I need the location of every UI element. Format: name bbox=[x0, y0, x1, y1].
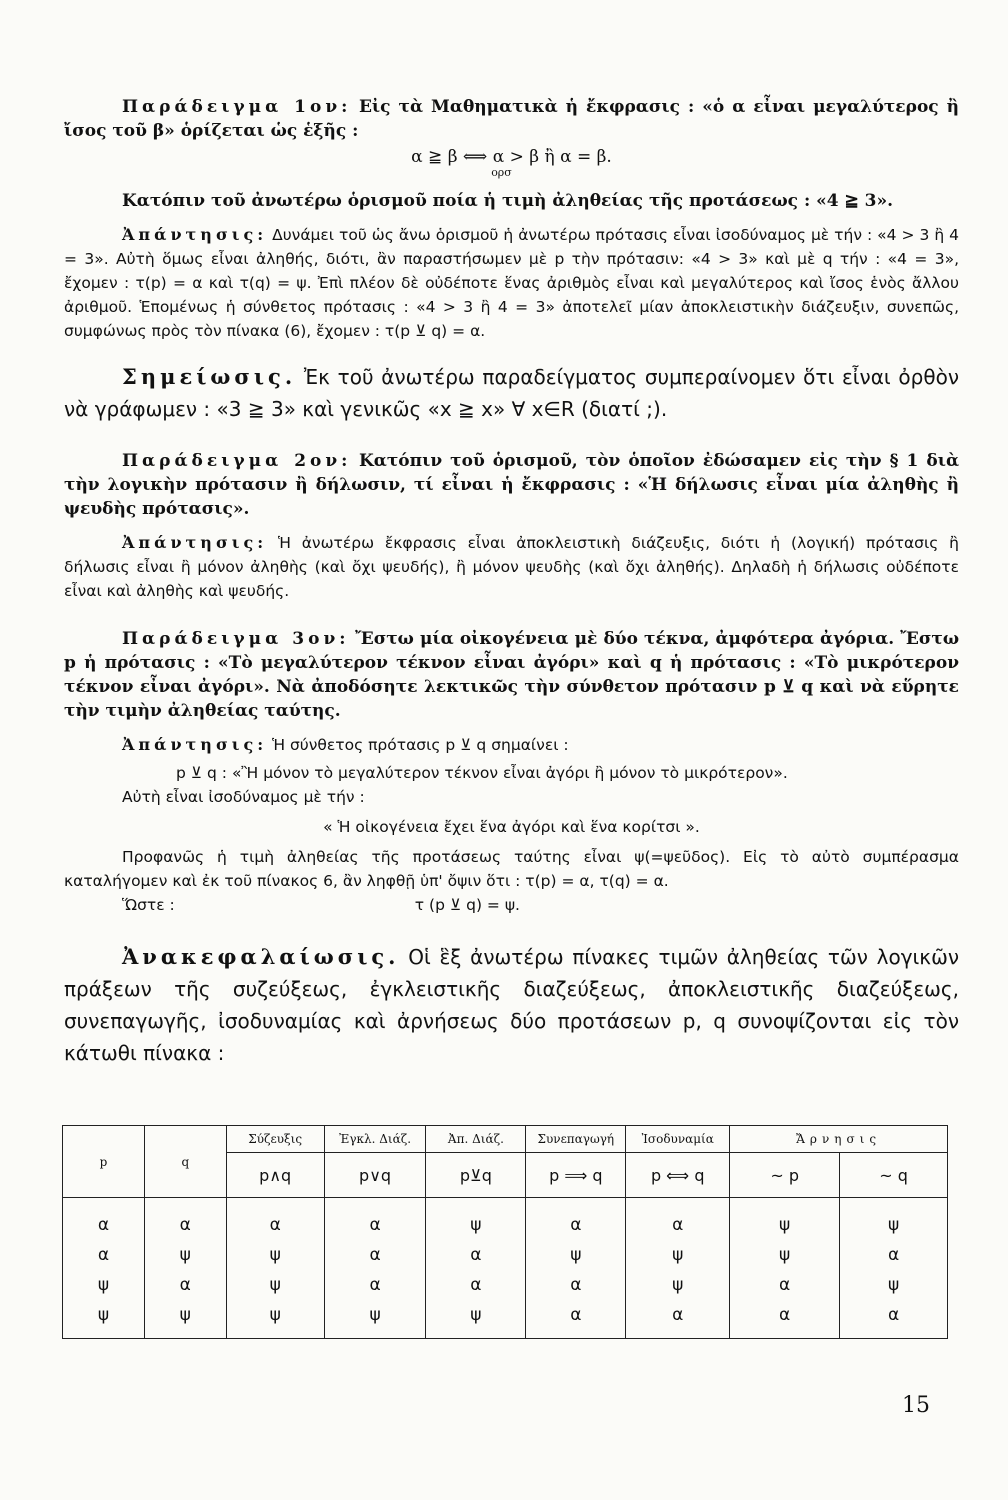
table-cell: α bbox=[730, 1300, 840, 1339]
example-3-answer-4: « Ἡ οἰκογένεια ἔχει ἕνα ἀγόρι καὶ ἕνα κορίτσι ». bbox=[323, 818, 700, 836]
table-cell: ψ bbox=[840, 1198, 948, 1241]
formula-subscript: ορσ bbox=[491, 166, 512, 179]
example-3-answer-5: Προφανῶς ἡ τιμὴ ἀληθείας τῆς προτάσεως ταύτης εἶναι ψ(=ψεῦδος). Εἰς τὸ αὐτὸ συμπέρασμα καταλήγομεν καὶ ἐκ τοῦ πίνακος 6, ἂν ληφθῇ ὑπ' ὄψιν ὅτι : τ(p) = α, τ(q) = α. bbox=[64, 848, 959, 890]
note bbox=[64, 361, 959, 425]
table-cell: α bbox=[526, 1270, 626, 1300]
example-3-answer-2: p ⊻ q : «Ἢ μόνον τὸ μεγαλύτερον τέκνον εἶναι ἀγόρι ἢ μόνον τὸ μικρότερον». bbox=[176, 764, 788, 782]
table-cell: ψ bbox=[626, 1240, 730, 1270]
answer-6b: τ (p ⊻ q) = ψ. bbox=[414, 896, 520, 914]
op-or: p∨q bbox=[324, 1153, 426, 1198]
example-2-answer bbox=[64, 531, 959, 603]
answer-label: Ἀπάντησις: bbox=[122, 225, 268, 244]
example-1 bbox=[64, 95, 959, 143]
table-row bbox=[63, 1198, 948, 1241]
table-cell: ψ bbox=[324, 1300, 426, 1339]
example-3-answer-1 bbox=[64, 733, 959, 757]
table-cell: α bbox=[324, 1198, 426, 1241]
table-cell: α bbox=[63, 1198, 145, 1241]
example-3-text: Ἔστω μία οἰκογένεια μὲ δύο τέκνα, ἀμφότερα ἀγόρια. Ἔστω p ἡ πρότασις : «Τὸ μεγαλύτερον τέκνον εἶναι ἀγόρι» καὶ q ἡ πρότασις : «Τὸ μικρότερον τέκνον εἶναι ἀγόρι». Νὰ ἀποδόσητε λεκτικῶς τὴν σύνθετον πρότασιν p ⊻ q καὶ νὰ εὕρητε τὴν τιμὴν ἀληθείας ταύτης. bbox=[64, 629, 960, 721]
op-iff: p ⟺ q bbox=[626, 1153, 730, 1198]
op-and: p∧q bbox=[226, 1153, 324, 1198]
table-cell: ψ bbox=[63, 1300, 145, 1339]
truth-table bbox=[62, 1125, 948, 1339]
example-2 bbox=[64, 449, 959, 521]
example-1-answer bbox=[64, 223, 959, 343]
example-3 bbox=[64, 627, 959, 723]
table-cell: α bbox=[324, 1270, 426, 1300]
table-cell: α bbox=[626, 1198, 730, 1241]
op-xor: p⊻q bbox=[426, 1153, 526, 1198]
table-cell: α bbox=[840, 1300, 948, 1339]
example-1-label: Παράδειγμα 1ον: bbox=[122, 97, 352, 117]
table-cell: ψ bbox=[144, 1240, 226, 1270]
table-cell: α bbox=[840, 1240, 948, 1270]
col-p-header: p bbox=[63, 1126, 145, 1198]
table-cell: ψ bbox=[626, 1270, 730, 1300]
summary-text: Οἱ ἓξ ἀνωτέρω πίνακες τιμῶν ἀληθείας τῶν λογικῶν πράξεων τῆς συζεύξεως, ἐγκλειστικῆς διαζεύξεως, ἀποκλειστικῆς διαζεύξεως, συνεπαγωγῆς, ἰσοδυναμίας καὶ ἀρνήσεως δύο προτάσεων p, q συνοψίζονται εἰς τὸν κάτωθι πίνακα : bbox=[64, 945, 960, 1065]
table-row bbox=[63, 1240, 948, 1270]
group-negation: Ἄρνησις bbox=[730, 1126, 948, 1153]
op-not-q: ~ q bbox=[840, 1153, 948, 1198]
example-3-answer-3: Αὐτὴ εἶναι ἰσοδύναμος μὲ τήν : bbox=[122, 788, 365, 806]
table-cell: α bbox=[626, 1300, 730, 1339]
table-cell: α bbox=[324, 1240, 426, 1270]
group-implication: Συνεπαγωγή bbox=[526, 1126, 626, 1153]
answer-text: Δυνάμει τοῦ ὡς ἄνω ὁρισμοῦ ἡ ἀνωτέρω πρότασις εἶναι ἰσοδύναμος μὲ τήν : «4 > 3 ἢ 4 = 3». Αὐτὴ ὅμως εἶναι ἀληθής, διότι, ἂν παραστήσωμεν μὲ p τὴν πρότασιν: «4 > 3» καὶ μὲ q τήν : «4 = 3», ἔχομεν : τ(p) = α καὶ τ(q) = ψ. Ἐπὶ πλέον δὲ οὐδέποτε ἕνας ἀριθμὸς εἶναι καὶ μεγαλύτερος καὶ ἴσος ἑνὸς ἄλλου ἀριθμοῦ. Ἑπομένως ἡ σύνθετος πρότασις : «4 > 3 ἢ 4 = 3» ἀποτελεῖ μίαν ἀποκλειστικὴν διάζευξιν, συνεπῶς, συμφώνως πρὸς τὸν πίνακα (6), ἔχομεν : τ(p ⊻ q) = α. bbox=[64, 226, 959, 340]
table-cell: ψ bbox=[63, 1270, 145, 1300]
answer-label: Ἀπάντησις: bbox=[122, 533, 268, 552]
table-cell: ψ bbox=[426, 1300, 526, 1339]
table-cell: α bbox=[144, 1270, 226, 1300]
table-cell: ψ bbox=[226, 1270, 324, 1300]
group-conjunction: Σύζευξις bbox=[226, 1126, 324, 1153]
table-cell: α bbox=[63, 1240, 145, 1270]
group-inclusive-disjunction: Ἐγκλ. Διάζ. bbox=[324, 1126, 426, 1153]
group-equivalence: Ἰσοδυναμία bbox=[626, 1126, 730, 1153]
table-row bbox=[63, 1270, 948, 1300]
table-cell: ψ bbox=[526, 1240, 626, 1270]
table-cell: α bbox=[730, 1270, 840, 1300]
table-cell: ψ bbox=[730, 1198, 840, 1241]
table-cell: ψ bbox=[226, 1240, 324, 1270]
col-q-header: q bbox=[144, 1126, 226, 1198]
table-cell: α bbox=[426, 1270, 526, 1300]
table-cell: ψ bbox=[426, 1198, 526, 1241]
summary-label: Ἀνακεφαλαίωσις. bbox=[122, 944, 400, 969]
table-cell: α bbox=[426, 1240, 526, 1270]
table-cell: ψ bbox=[730, 1240, 840, 1270]
answer-label: Ἀπάντησις: bbox=[122, 735, 268, 754]
example-1-question: Κατόπιν τοῦ ἀνωτέρω ὁρισμοῦ ποία ἡ τιμὴ ἀληθείας τῆς προτάσεως : «4 ≧ 3». bbox=[122, 191, 894, 211]
table-cell: α bbox=[144, 1198, 226, 1241]
group-exclusive-disjunction: Ἀπ. Διάζ. bbox=[426, 1126, 526, 1153]
example-3-answer-6 bbox=[64, 893, 959, 917]
answer-text: Ἡ σύνθετος πρότασις p ⊻ q σημαίνει : bbox=[272, 736, 569, 754]
example-1-formula bbox=[64, 147, 959, 179]
note-text: Ἐκ τοῦ ἀνωτέρω παραδείγματος συμπεραίνομεν ὅτι εἶναι ὀρθὸν νὰ γράφωμεν : «3 ≧ 3» καὶ γενικῶς «x ≧ x» ∀ x∈R (διατί ;). bbox=[64, 365, 959, 421]
table-cell: ψ bbox=[226, 1300, 324, 1339]
table-row bbox=[63, 1300, 948, 1339]
table-cell: ψ bbox=[840, 1270, 948, 1300]
answer-6a: Ὥστε : bbox=[122, 896, 175, 914]
example-3-label: Παράδειγμα 3ον: bbox=[122, 629, 350, 649]
page-number: 15 bbox=[902, 1393, 930, 1418]
table-cell: ψ bbox=[144, 1300, 226, 1339]
table-cell: α bbox=[226, 1198, 324, 1241]
note-label: Σημείωσις. bbox=[122, 364, 297, 389]
example-2-text: Κατόπιν τοῦ ὁρισμοῦ, τὸν ὁποῖον ἐδώσαμεν εἰς τὴν § 1 διὰ τὴν λογικὴν πρότασιν ἢ δήλωσιν, τί εἶναι ἡ ἔκφρασις : «Ἡ δήλωσις εἶναι μία ἀληθὴς ἢ ψευδὴς πρότασις». bbox=[64, 451, 960, 519]
op-not-p: ~ p bbox=[730, 1153, 840, 1198]
formula-text: α ≧ β ⟺ α > β ἢ α = β. bbox=[411, 147, 612, 167]
page-body bbox=[64, 95, 959, 1069]
op-implies: p ⟹ q bbox=[526, 1153, 626, 1198]
table-cell: α bbox=[526, 1198, 626, 1241]
example-2-label: Παράδειγμα 2ον: bbox=[122, 451, 352, 471]
example-1-text: Εἰς τὰ Μαθηματικὰ ἡ ἔκφρασις : «ὁ α εἶναι μεγαλύτερος ἢ ἴσος τοῦ β» ὁρίζεται ὡς ἑξῆς : bbox=[64, 97, 960, 141]
summary bbox=[64, 941, 959, 1069]
table-cell: α bbox=[526, 1300, 626, 1339]
answer-text: Ἡ ἀνωτέρω ἔκφρασις εἶναι ἀποκλειστικὴ διάζευξις, διότι ἡ (λογική) πρότασις ἢ δήλωσις εἶναι ἢ μόνον ἀληθὴς (καὶ ὄχι ψευδής), ἢ μόνον ψευδὴς (καὶ ὄχι ἀληθής). Δηλαδὴ ἡ δήλωσις οὐδέποτε εἶναι καὶ ἀληθὴς καὶ ψευδής. bbox=[64, 534, 959, 600]
